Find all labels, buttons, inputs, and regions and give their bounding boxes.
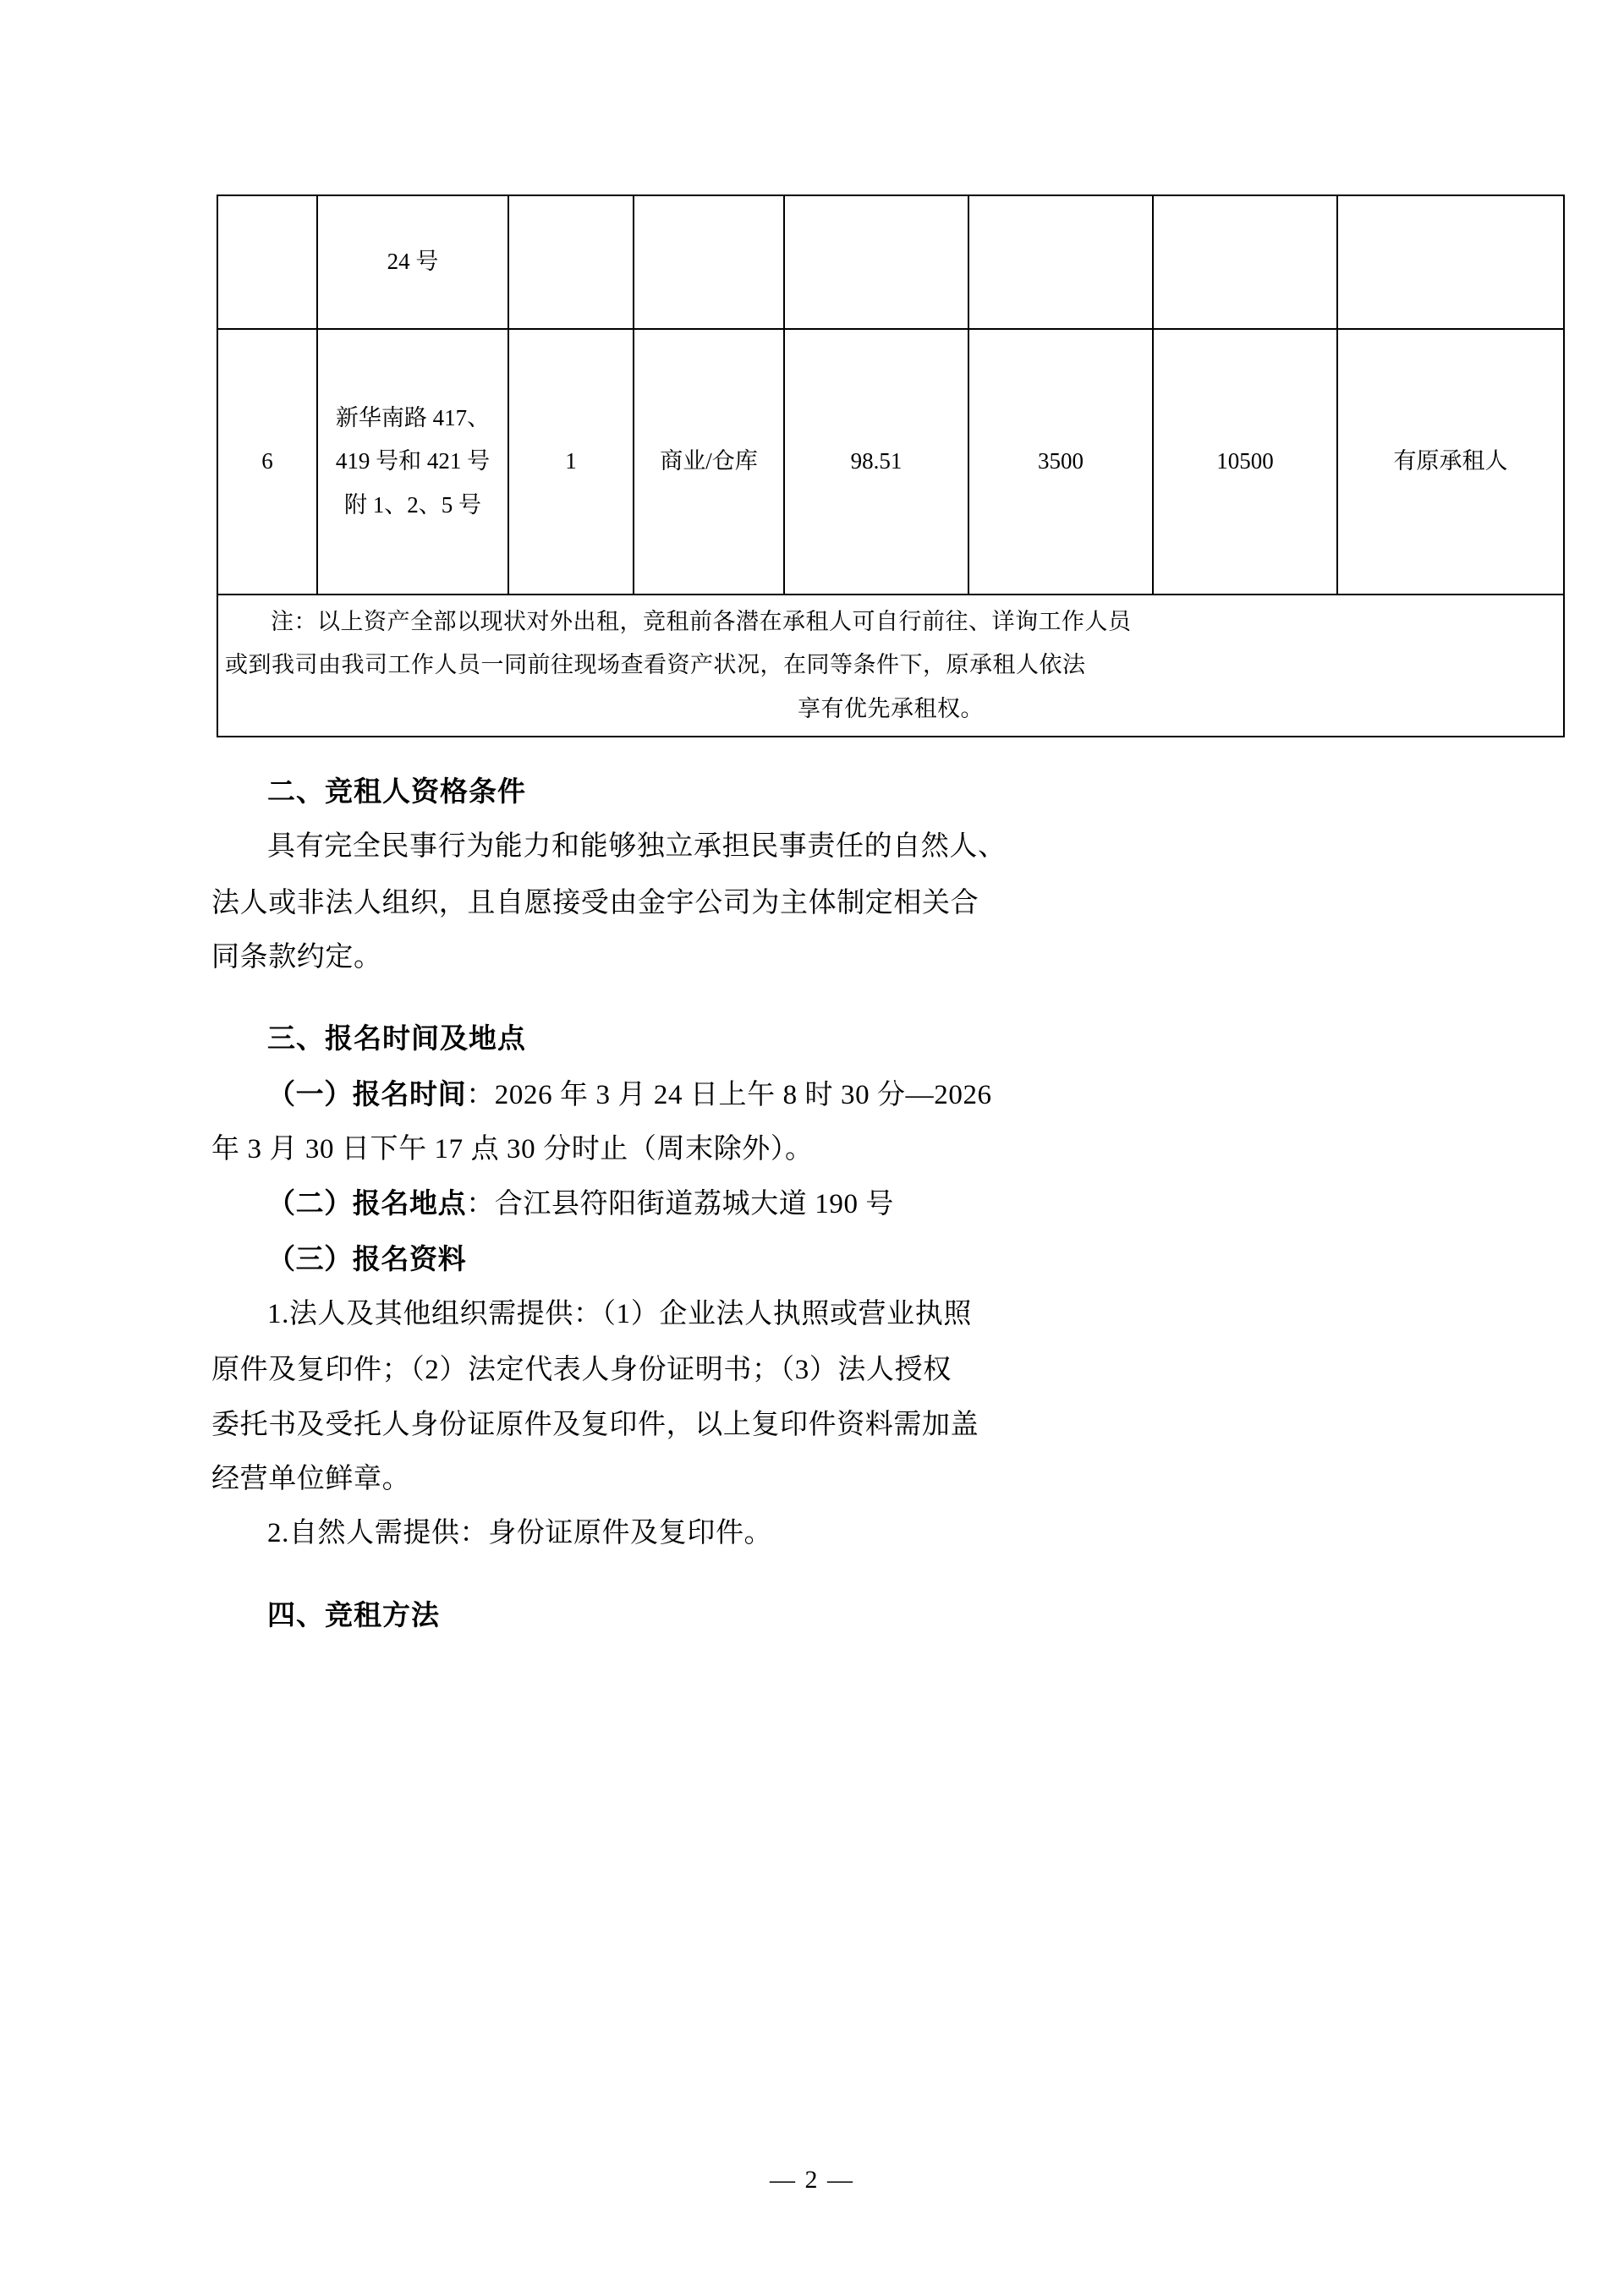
section-heading-registration: 三、报名时间及地点: [267, 1022, 526, 1055]
note-line-1: 注：以上资产全部以现状对外出租，竞租前各潜在承租人可自行前往、详询工作人员: [271, 609, 1132, 634]
paragraph-qualification-line1: 具有完全民事行为能力和能够独立承担民事责任的自然人、: [267, 831, 1007, 863]
cell-quantity: [508, 195, 634, 329]
materials-item1-line2: 原件及复印件；（2）法定代表人身份证明书；（3）法人授权: [211, 1355, 952, 1386]
note-line-3: 享有优先承租权。: [798, 695, 984, 721]
materials-item2: 2.自然人需提供：身份证原件及复印件。: [267, 1518, 773, 1549]
cell-quantity: 1: [508, 329, 634, 595]
cell-deposit: [1153, 195, 1337, 329]
cell-use: [634, 195, 784, 329]
paragraph-qualification-line3: 同条款约定。: [211, 941, 382, 973]
cell-use: 商业/仓库: [634, 329, 784, 595]
value-registration-time: ：2026 年 3 月 24 日上午 8 时 30 分—2026: [466, 1079, 992, 1110]
subsection-registration-time: [211, 1067, 1404, 1122]
cell-price: [968, 195, 1153, 329]
page-number: — 2 —: [770, 2166, 854, 2194]
table-note: [217, 595, 1564, 737]
section-heading-qualification: 二、竞租人资格条件: [267, 774, 526, 808]
cell-no: [217, 195, 317, 329]
value-registration-time-line2: 年 3 月 30 日下午 17 点 30 分时止（周末除外）。: [211, 1134, 814, 1165]
note-line-2: 或到我司由我司工作人员一同前往现场查看资产状况，在同等条件下，原承租人依法: [225, 652, 1086, 678]
cell-remark: 有原承租人: [1337, 329, 1564, 595]
paragraph-qualification-line2: 法人或非法人组织，且自愿接受由金宇公司为主体制定相关合: [211, 887, 979, 918]
cell-area: 98.51: [784, 329, 968, 595]
label-registration-place: （二）报名地点: [267, 1186, 467, 1220]
label-registration-time: （一）报名时间: [267, 1077, 467, 1110]
cell-deposit: 10500: [1153, 329, 1337, 595]
label-registration-materials: （三）报名资料: [267, 1241, 467, 1275]
table-row: [217, 329, 1564, 595]
value-registration-place: ：合江县符阳街道荔城大道 190 号: [466, 1189, 895, 1220]
cell-address: 新华南路 417、419 号和 421 号附 1、2、5 号: [317, 329, 508, 595]
materials-item1-line4: 经营单位鲜章。: [211, 1464, 411, 1495]
materials-item1-line1: 1.法人及其他组织需提供：（1）企业法人执照或营业执照: [267, 1299, 972, 1330]
cell-price: 3500: [968, 329, 1153, 595]
subsection-registration-place: [211, 1176, 1404, 1231]
cell-address: 24 号: [317, 195, 508, 329]
cell-area: [784, 195, 968, 329]
cell-no: 6: [217, 329, 317, 595]
asset-listing-table: [217, 195, 1565, 737]
section-heading-bidding-method: 四、竞租方法: [267, 1597, 440, 1631]
materials-item1-line3: 委托书及受托人身份证原件及复印件，以上复印件资料需加盖: [211, 1409, 979, 1440]
subsection-registration-materials: [211, 1232, 1404, 1287]
table-note-row: [217, 595, 1564, 737]
cell-remark: [1337, 195, 1564, 329]
table-row: [217, 195, 1564, 329]
